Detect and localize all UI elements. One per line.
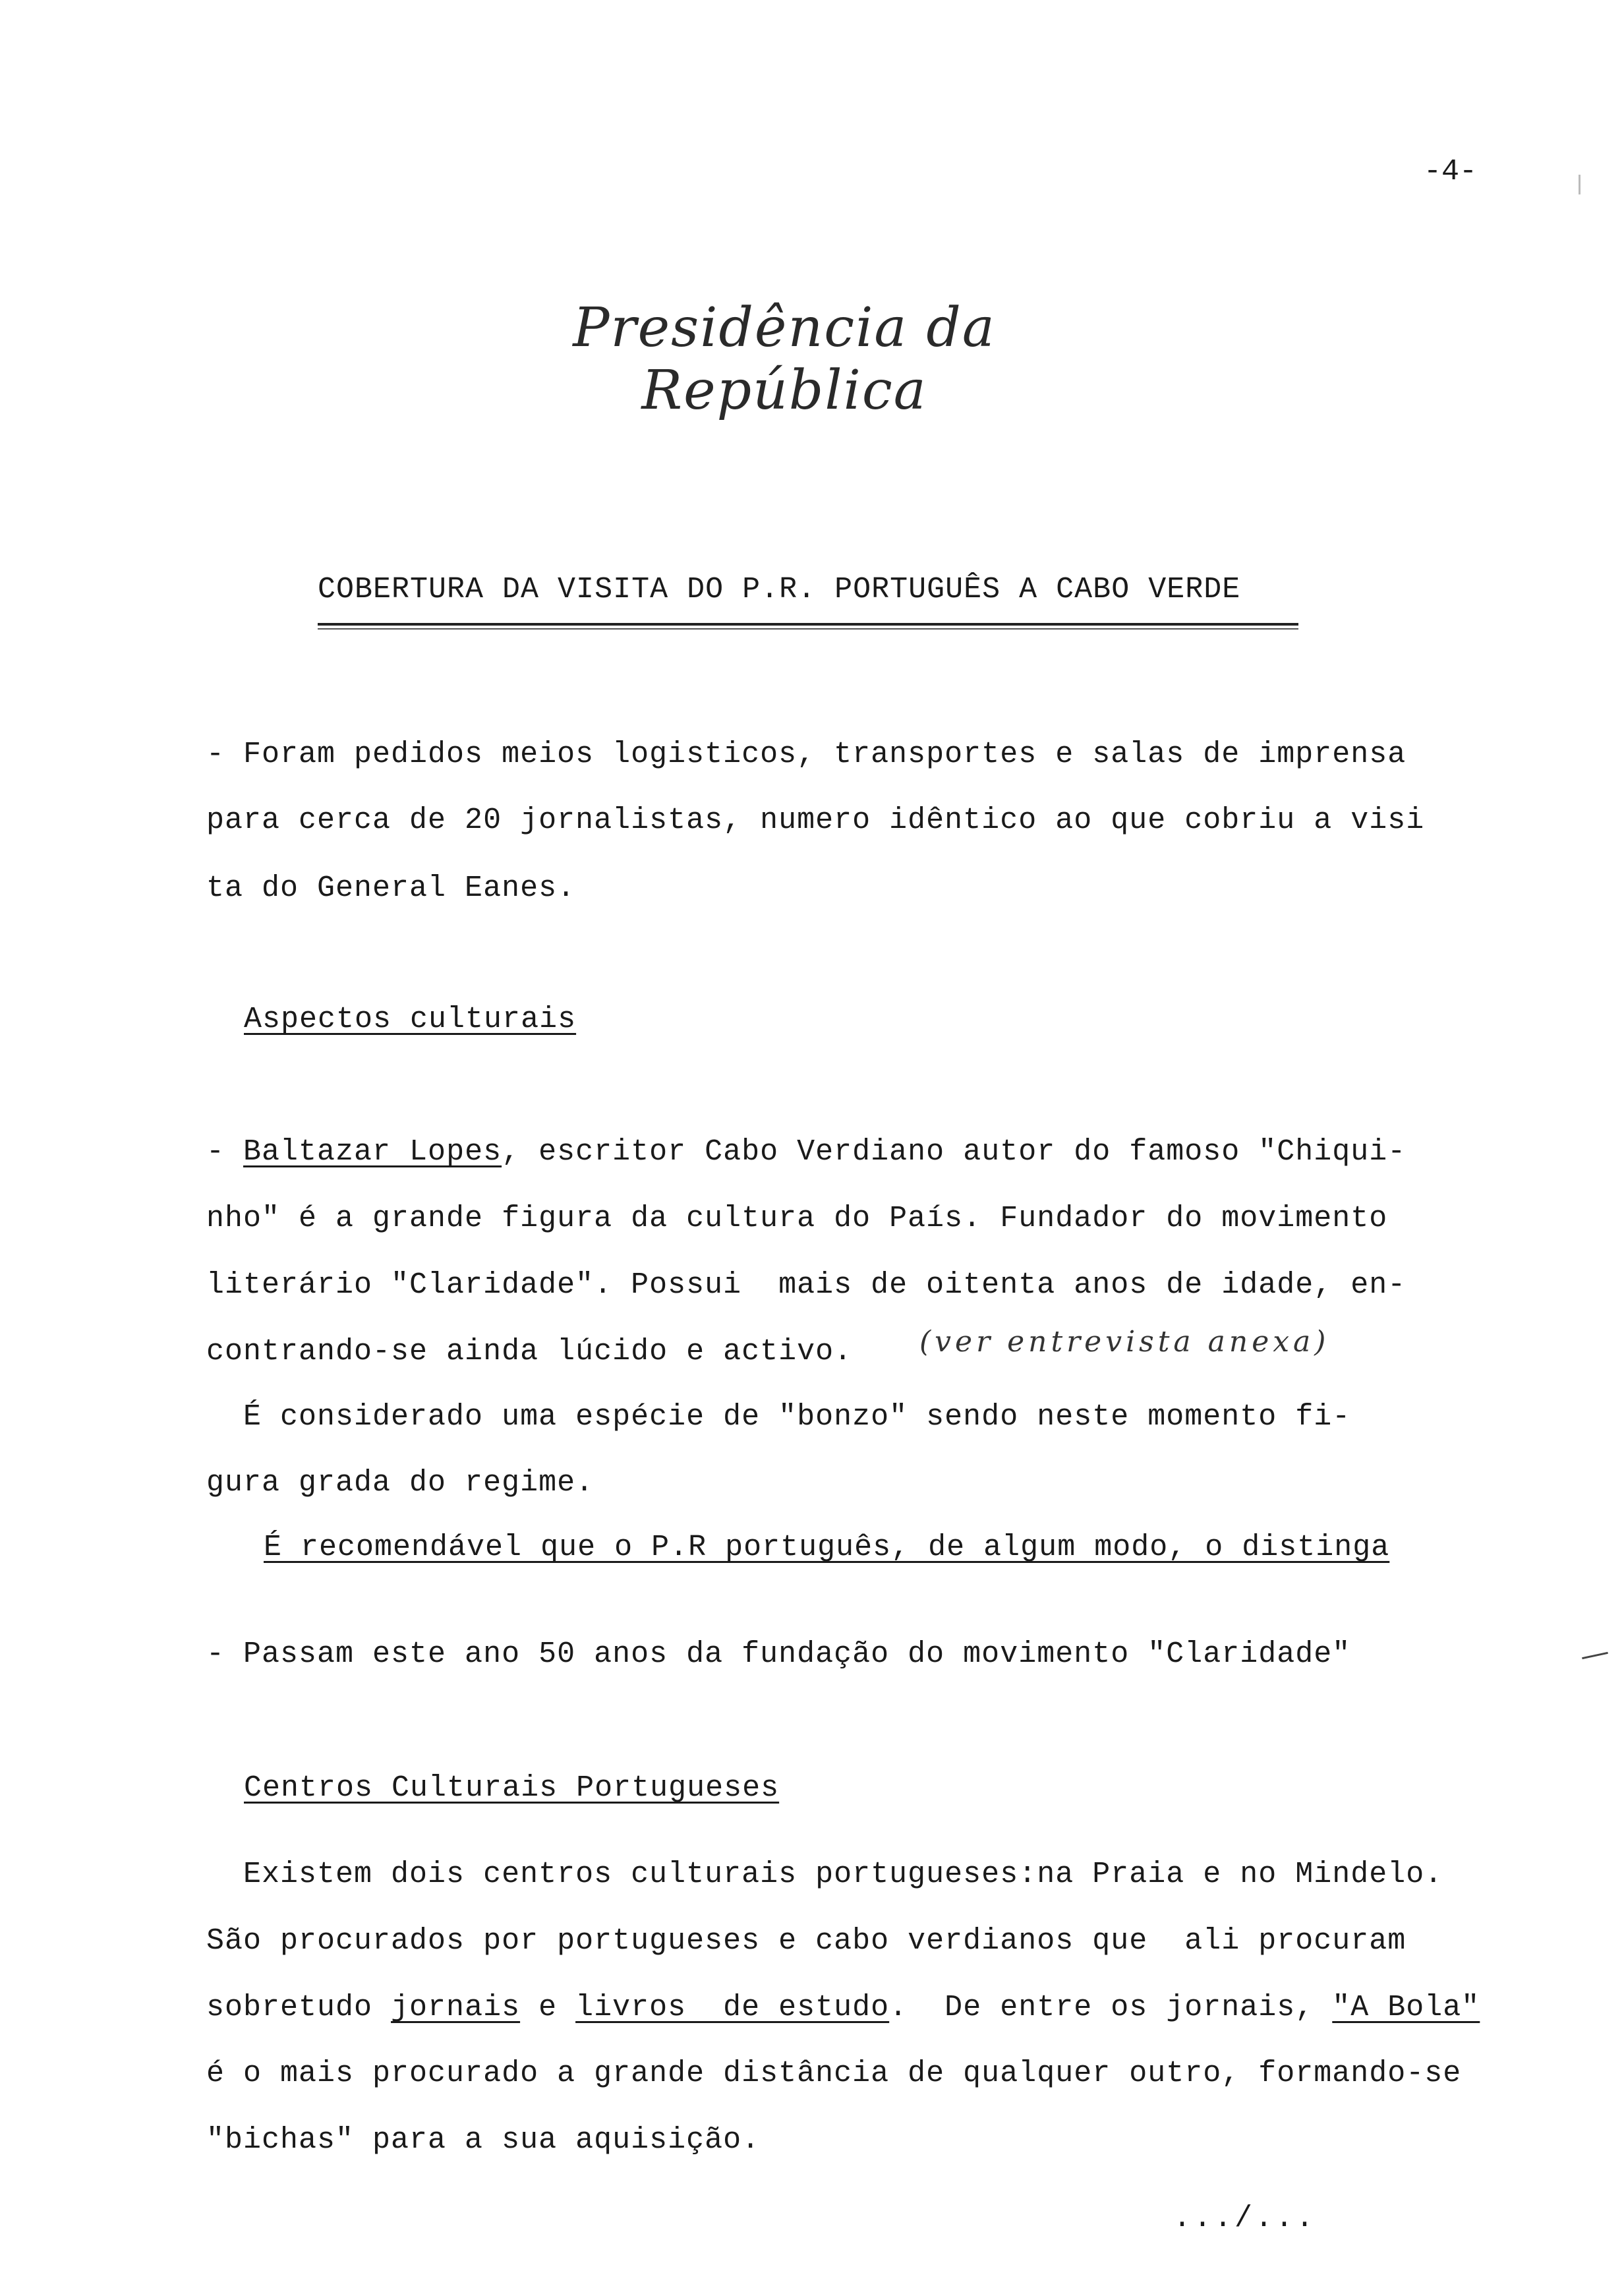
handwritten-note: (ver entrevista anexa) — [919, 1325, 1330, 1359]
letterhead: Presidência da República — [573, 297, 996, 422]
margin-tick — [1579, 175, 1580, 194]
title-underline-double — [318, 628, 1298, 630]
para4-line2: São procurados por portugueses e cabo verdianos que ali procuram — [206, 1924, 1406, 1958]
para2-line1 — [206, 1132, 1406, 1172]
heading-aspectos-culturais: Aspectos culturais — [244, 1003, 577, 1036]
author-name: Baltazar Lopes — [243, 1135, 502, 1169]
para2-line6: gura grada do regime. — [206, 1466, 594, 1500]
para3-line: - Passam este ano 50 anos da fundação do movimento "Claridade" — [206, 1637, 1351, 1671]
para1-line3: ta do General Eanes. — [206, 871, 576, 905]
page-number: -4- — [1424, 155, 1478, 189]
word-livros-estudo: livros de estudo — [575, 1991, 890, 2024]
continuation-mark: .../... — [1173, 2202, 1317, 2235]
para1-line2: para cerca de 20 jornalistas, numero idêntico ao que cobriu a visi — [206, 804, 1425, 837]
title-underline — [318, 623, 1298, 626]
para2-line1-rest: , escritor Cabo Verdiano autor do famoso "Chiqui- — [502, 1135, 1406, 1169]
para1-line1: - Foram pedidos meios logisticos, transportes e salas de imprensa — [206, 738, 1406, 771]
para2-line4: contrando-se ainda lúcido e activo. — [206, 1335, 853, 1368]
para2-line2: nho" é a grande figura da cultura do País. Fundador do movimento — [206, 1202, 1388, 1235]
para4-line5: "bichas" para a sua aquisição. — [206, 2123, 761, 2157]
para4-line4: é o mais procurado a grande distância de qualquer outro, formando-se — [206, 2057, 1462, 2090]
para4-line3 — [206, 1988, 1480, 2028]
word-jornais: jornais — [391, 1991, 521, 2024]
document-title: COBERTURA DA VISITA DO P.R. PORTUGUÊS A CABO VERDE — [318, 573, 1241, 606]
para2-line3: literário "Claridade". Possui mais de oitenta anos de idade, en- — [206, 1268, 1406, 1302]
heading-centros-culturais: Centros Culturais Portugueses — [244, 1771, 780, 1805]
word-a-bola: "A Bola" — [1332, 1991, 1480, 2024]
para2-line5: É considerado uma espécie de "bonzo" sendo neste momento fi- — [206, 1400, 1351, 1434]
recommendation-line: É recomendável que o P.R português, de algum modo, o distinga — [264, 1531, 1390, 1564]
margin-mark — [1582, 1652, 1608, 1659]
para4-l3-b: e — [520, 1991, 576, 2024]
para4-line1: Existem dois centros culturais portugueses:na Praia e no Mindelo. — [206, 1858, 1443, 1891]
para4-l3-a: sobretudo — [206, 1991, 392, 2024]
para2-dash: - — [206, 1135, 244, 1169]
para4-l3-c: . De entre os jornais, — [889, 1991, 1333, 2024]
